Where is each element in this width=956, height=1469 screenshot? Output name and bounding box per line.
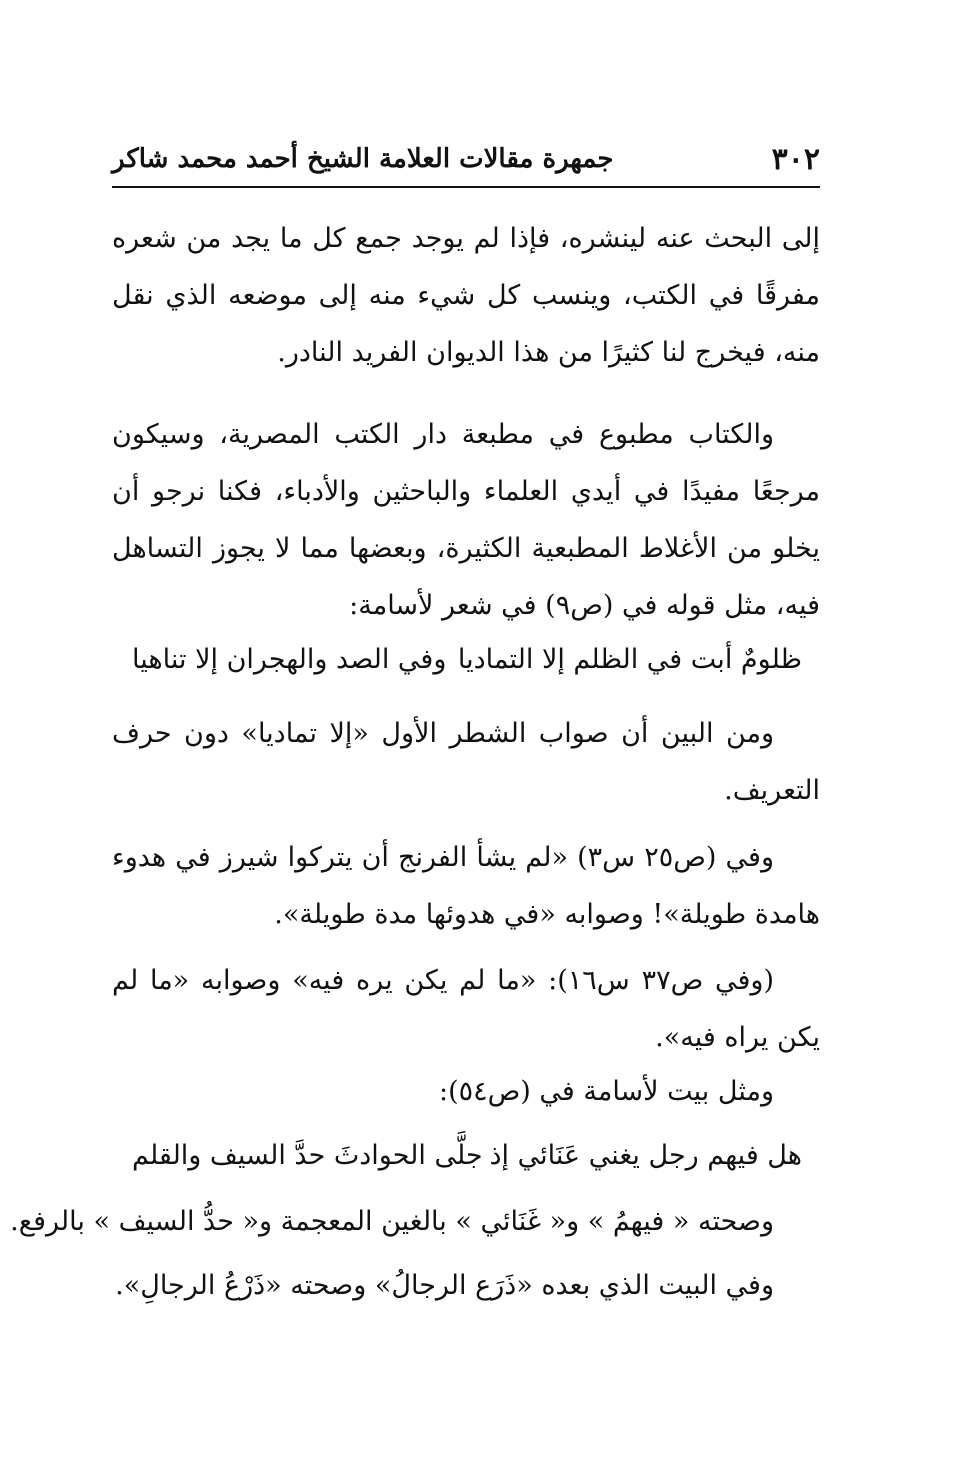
paragraph: ومن البين أن صواب الشطر الأول «إلا تماديا» دون حرف التعريف. bbox=[112, 718, 820, 806]
correction-line-5 bbox=[112, 1270, 820, 1301]
verse-second-hemistich: وفي الصد والهجران إلا تناهيا bbox=[132, 644, 447, 675]
paragraph-book-errors bbox=[112, 406, 820, 634]
verse-first-hemistich: ظلومٌ أبت في الظلم إلا التماديا bbox=[457, 644, 802, 675]
paragraph: ومثل بيت لأسامة في (ص٥٤): bbox=[438, 1076, 774, 1107]
paragraph: (وفي ص٣٧ س١٦): «ما لم يكن يره فيه» وصوابه «ما لم يكن يراه فيه». bbox=[112, 965, 820, 1053]
page-number: ٣٠٢ bbox=[771, 142, 820, 177]
paragraph-correction-1 bbox=[112, 705, 820, 819]
verse-line-2 bbox=[112, 1140, 820, 1190]
paragraph-continuation bbox=[112, 210, 820, 381]
running-title: جمهرة مقالات العلامة الشيخ أحمد محمد شاكر bbox=[112, 144, 614, 174]
paragraph: وفي البيت الذي بعده «ذَرَع الرجالُ» وصحته «ذَرْعُ الرجالِ». bbox=[115, 1270, 774, 1301]
paragraph: وصحته « فيهمُ » و« غَنَائي » بالغين المعجمة و« حدُّ السيف » بالرفع. bbox=[10, 1206, 774, 1237]
paragraph-correction-2 bbox=[112, 829, 820, 943]
paragraph: وفي (ص٢٥ س٣) «لم يشأ الفرنج أن يتركوا شيرز في هدوء هامدة طويلة»! وصوابه «في هدوئها مدة طويلة». bbox=[112, 842, 820, 930]
verse-line-1 bbox=[112, 644, 820, 694]
verse-first-hemistich: هل فيهم رجل يغني عَنَائي إذ bbox=[489, 1140, 802, 1171]
paragraph-correction-3 bbox=[112, 952, 820, 1066]
paragraph: والكتاب مطبوع في مطبعة دار الكتب المصرية، وسيكون مرجعًا مفيدًا في أيدي العلماء والباحثين والأدباء، فكنا نرجو أن يخلو من الأغلاط المطبعية الكثيرة، وبعضها مما لا يجوز التساهل فيه، مثل قوله في (ص٩) في شعر لأسامة: bbox=[112, 419, 820, 621]
correction-line-4 bbox=[10, 1206, 820, 1237]
page-header bbox=[112, 138, 820, 188]
verse-second-hemistich: جلَّى الحوادثَ حدَّ السيف والقلم bbox=[132, 1140, 483, 1171]
paragraph: إلى البحث عنه لينشره، فإذا لم يوجد جمع كل ما يجد من شعره مفرقًا في الكتب، وينسب كل شيء منه إلى موضعه الذي نقل منه، فيخرج لنا كثيرًا من هذا الديوان الفريد النادر. bbox=[112, 223, 820, 368]
verse-intro bbox=[112, 1076, 820, 1107]
